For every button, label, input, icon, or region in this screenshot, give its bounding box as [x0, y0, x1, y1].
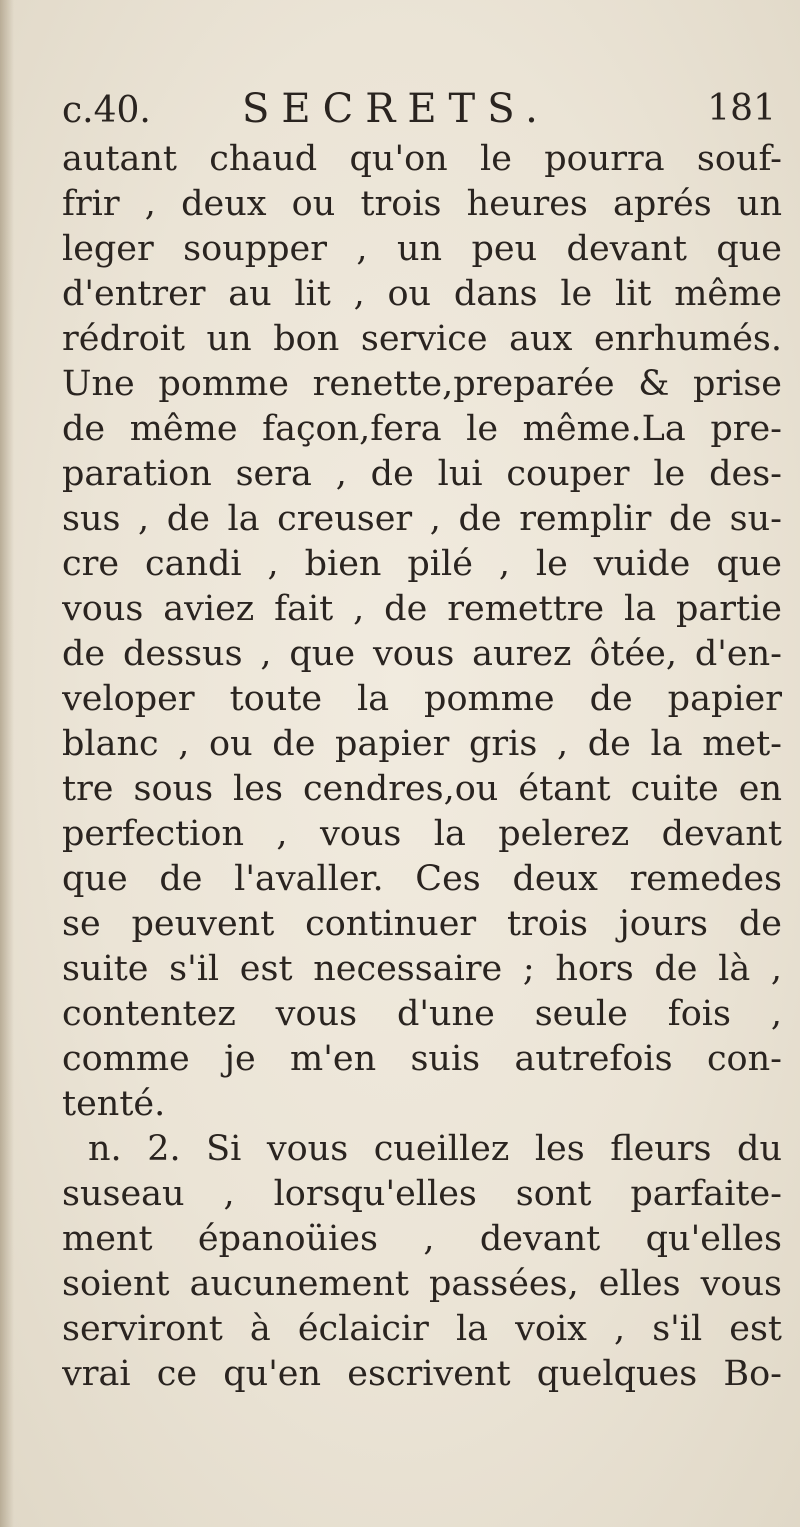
text-line: se peuvent continuer trois jours de — [62, 904, 782, 944]
text-line: paration sera , de lui couper le des- — [62, 454, 782, 494]
text-line: tre sous les cendres,ou étant cuite en — [62, 769, 782, 809]
text-line: contentez vous d'une seule fois , — [62, 994, 782, 1034]
text-line: perfection , vous la pelerez devant — [62, 814, 782, 854]
running-title: SECRETS. — [242, 86, 550, 132]
text-line: comme je m'en suis autrefois con- — [62, 1039, 782, 1079]
text-line: vous aviez fait , de remettre la partie — [62, 589, 782, 629]
page-body-text — [62, 137, 782, 1397]
text-line: suite s'il est necessaire ; hors de là , — [62, 949, 782, 989]
text-line: frir , deux ou trois heures aprés un — [62, 184, 782, 224]
paragraph-start-line: n. 2. Si vous cueillez les fleurs du — [88, 1129, 782, 1169]
text-line: que de l'avaller. Ces deux remedes — [62, 859, 782, 899]
text-line: sus , de la creuser , de remplir de su- — [62, 499, 782, 539]
text-line: suseau , lorsqu'elles sont parfaite- — [62, 1174, 782, 1214]
text-line: veloper toute la pomme de papier — [62, 679, 782, 719]
text-line: blanc , ou de papier gris , de la met- — [62, 724, 782, 764]
running-header — [62, 84, 782, 136]
page-gutter-shadow — [0, 0, 14, 1527]
text-line: Une pomme renette,preparée & prise — [62, 364, 782, 404]
text-line: ment épanoüies , devant qu'elles — [62, 1219, 782, 1259]
text-line: vrai ce qu'en escrivent quelques Bo- — [62, 1354, 782, 1394]
chapter-reference: c.40. — [62, 90, 151, 131]
text-line: serviront à éclaicir la voix , s'il est — [62, 1309, 782, 1349]
text-line: de même façon,fera le même.La pre- — [62, 409, 782, 449]
text-line: rédroit un bon service aux enrhumés. — [62, 319, 782, 359]
text-line: de dessus , que vous aurez ôtée, d'en- — [62, 634, 782, 674]
text-line: leger soupper , un peu devant que — [62, 229, 782, 269]
text-line: tenté. — [62, 1084, 166, 1124]
text-line: autant chaud qu'on le pourra souf- — [62, 139, 782, 179]
text-line: soient aucunement passées, elles vous — [62, 1264, 782, 1304]
text-line: cre candi , bien pilé , le vuide que — [62, 544, 782, 584]
page-number: 181 — [707, 88, 776, 129]
text-line: d'entrer au lit , ou dans le lit même — [62, 274, 782, 314]
